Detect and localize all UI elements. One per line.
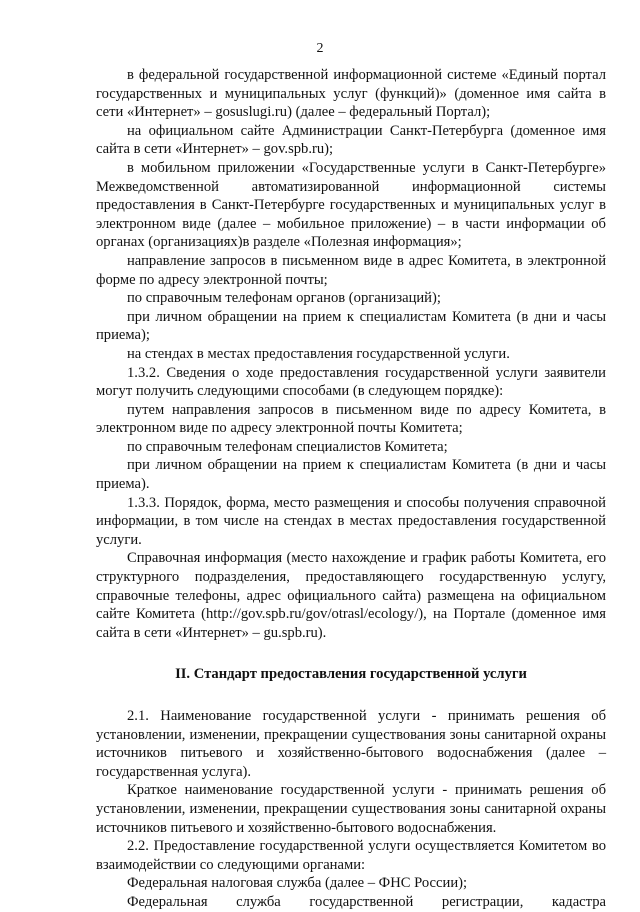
paragraph: 1.3.3. Порядок, форма, место размещения и способы получения справочной информации, в том числе на стендах в местах предоставления государственной услуги. bbox=[96, 494, 606, 548]
paragraph: направление запросов в письменном виде в адрес Комитета, в электронной форме по адресу электронной почты; bbox=[96, 252, 606, 288]
paragraph: в федеральной государственной информационной системе «Единый портал государственных и муниципальных услуг (функций)» (доменное имя сайта в сети «Интернет» – gosuslugi.ru) (далее – федеральный Портал); bbox=[96, 67, 606, 121]
paragraph: при личном обращении на прием к специалистам Комитета (в дни и часы приема); bbox=[96, 308, 606, 344]
paragraph: при личном обращении на прием к специалистам Комитета (в дни и часы приема). bbox=[96, 457, 606, 493]
paragraph: 2.1. Наименование государственной услуги - принимать решения об установлении, изменении, прекращении существования зоны санитарной охраны источников питьевого и хозяйственно-бытового водоснабжения (далее – государственная услуга). bbox=[96, 708, 606, 780]
paragraph: Федеральная служба государственной регистрации, кадастра bbox=[127, 893, 606, 910]
paragraph: 1.3.2. Сведения о ходе предоставления государственной услуги заявители могут получить следующими способами (в следующем порядке): bbox=[96, 364, 606, 400]
paragraph: Федеральная налоговая служба (далее – ФНС России); bbox=[127, 875, 468, 892]
paragraphs-before-heading bbox=[96, 66, 606, 642]
paragraph: Краткое наименование государственной услуги - принимать решения об установлении, изменении, прекращении существования зоны санитарной охраны источников питьевого и хозяйственно-бытового водоснабжения. bbox=[96, 782, 606, 836]
document-body bbox=[96, 66, 606, 912]
paragraph: по справочным телефонам специалистов Комитета; bbox=[127, 438, 448, 455]
paragraph: Справочная информация (место нахождение и график работы Комитета, его структурного подразделения, предоставляющего государственную услугу, справочные телефоны, адрес официального сайта) размещена на официальном сайте Комитета (http://gov.spb.ru/gov/otrasl/ecology/), на Портале (доменное имя сайта в сети «Интернет» – gu.spb.ru). bbox=[96, 550, 606, 641]
paragraph: на стендах в местах предоставления государственной услуги. bbox=[127, 345, 510, 362]
paragraph: 2.2. Предоставление государственной услуги осуществляется Комитетом во взаимодействии со следующими органами: bbox=[96, 838, 606, 873]
paragraph: в мобильном приложении «Государственные услуги в Санкт-Петербурге» Межведомственной автоматизированной информационной системы предоставления в Санкт-Петербурге государственных и муниципальных услуг в электронном виде (далее – мобильное приложение) – в части информации об органах (организациях)в разделе «Полезная информация»; bbox=[96, 159, 606, 251]
paragraphs-after-heading bbox=[96, 707, 606, 912]
paragraph: путем направления запросов в письменном виде по адресу Комитета, в электронном виде по адресу электронной почты Комитета; bbox=[96, 401, 606, 437]
paragraph: на официальном сайте Администрации Санкт-Петербурга (доменное имя сайта в сети «Интернет» – gov.spb.ru); bbox=[96, 122, 606, 158]
paragraph: по справочным телефонам органов (организаций); bbox=[127, 290, 441, 307]
section-heading: II. Стандарт предоставления государственной услуги bbox=[175, 666, 527, 683]
page-number: 2 bbox=[316, 41, 324, 56]
